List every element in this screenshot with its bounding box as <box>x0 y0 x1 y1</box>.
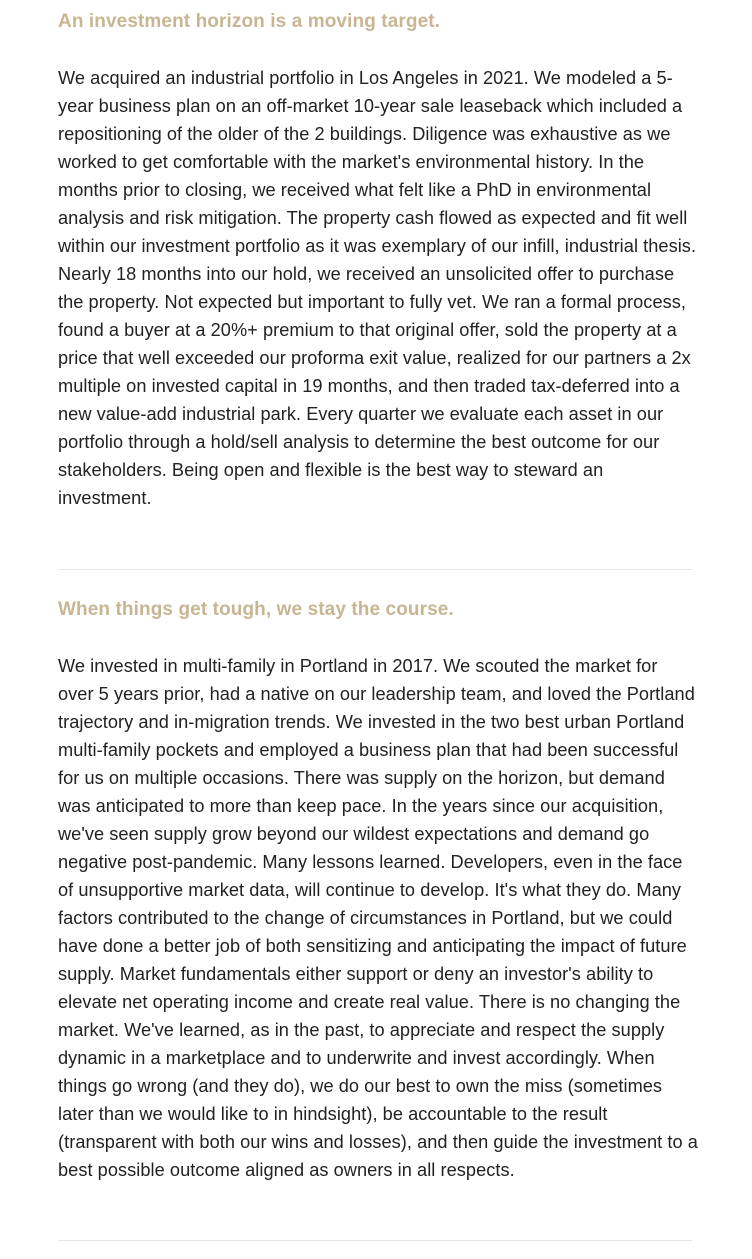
section-divider <box>58 1240 692 1241</box>
section-body-stay-the-course: We invested in multi-family in Portland in 2017. We scouted the market for over 5 years prior, had a native on our leadership team, and loved the Portland trajectory and in-migration trends. We invested in the two best urban Portland multi-family pockets and employed a business plan that had been successful for us on multiple occasions. There was supply on the horizon, but demand was anticipated to more than keep pace. In the years since our acquisition, we've seen supply grow beyond our wildest expectations and demand go negative post-pandemic. Many lessons learned. Developers, even in the face of unsupportive market data, will continue to develop. It's what they do. Many factors contributed to the change of circumstances in Portland, but we could have done a better job of both sensitizing and anticipating the impact of future supply. Market fundamentals either support or deny an investor's ability to elevate net operating income and create real value. There is no changing the market. We've learned, as in the past, to appreciate and respect the supply dynamic in a marketplace and to underwrite and invest accordingly. When things go wrong (and they do), we do our best to own the miss (sometimes later than we would like to in hindsight), be accountable to the result (transparent with both our wins and losses), and then guide the investment to a best possible outcome aligned as owners in all respects. <box>58 656 698 1180</box>
section-body-investment-horizon: We acquired an industrial portfolio in Los Angeles in 2021. We modeled a 5-year business plan on an off-market 10-year sale leaseback which included a repositioning of the older of the 2 buildings. Diligence was exhaustive as we worked to get comfortable with the market's environmental history. In the months prior to closing, we received what felt like a PhD in environmental analysis and risk mitigation. The property cash flowed as expected and fit well within our investment portfolio as it was exemplary of our infill, industrial thesis. Nearly 18 months into our hold, we received an unsolicited offer to purchase the property. Not expected but important to fully vet. We ran a formal process, found a buyer at a 20%+ premium to that original offer, sold the property at a price that well exceeded our proforma exit value, realized for our partners a 2x multiple on invested capital in 19 months, and then traded tax-deferred into a new value-add industrial park. Every quarter we evaluate each asset in our portfolio through a hold/sell analysis to determine the best outcome for our stakeholders. Being open and flexible is the best way to steward an investment. <box>58 68 697 508</box>
section-heading-investment-horizon: An investment horizon is a moving target. <box>58 11 441 32</box>
section-heading-stay-the-course: When things get tough, we stay the course. <box>58 599 454 620</box>
section-divider <box>58 569 692 570</box>
